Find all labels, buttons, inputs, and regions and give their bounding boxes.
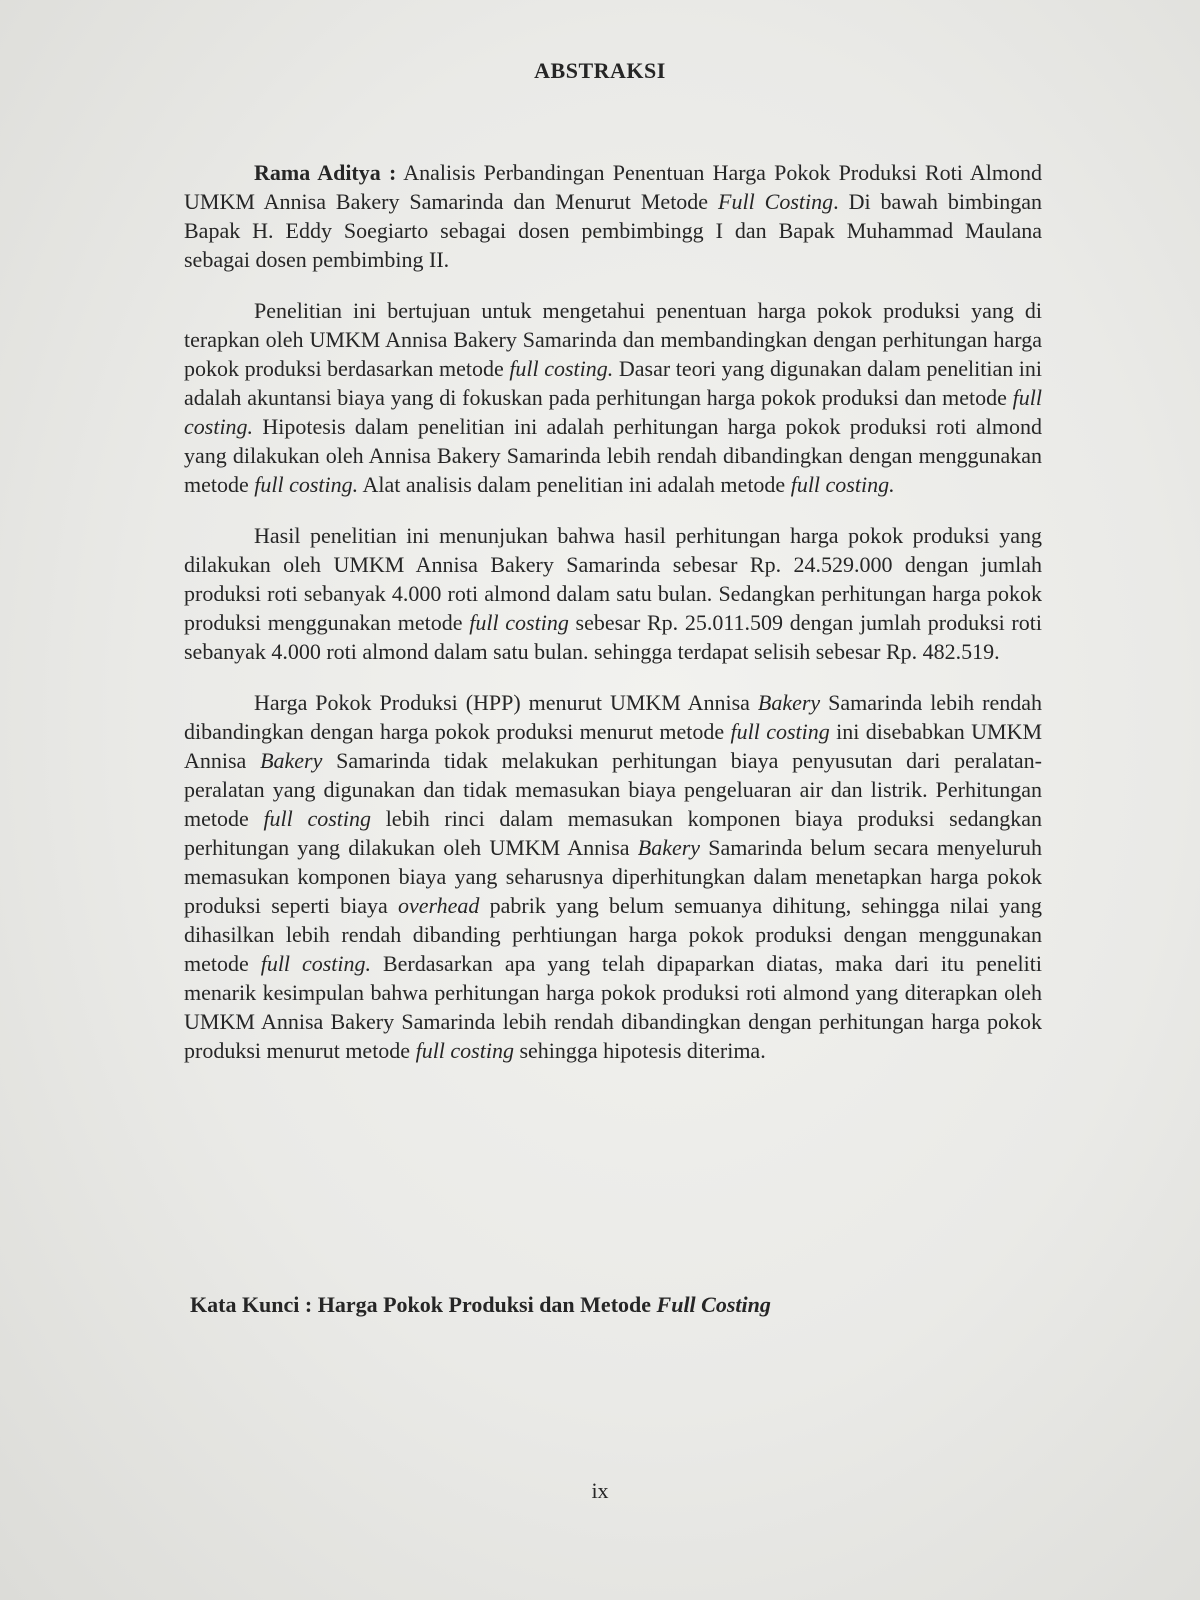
text-span: sebesar Rp. 25.011.509 dengan jumlah produksi roti sebanyak 4.000 roti almond dalam satu bulan. sehingga terdapat selisih sebesar Rp. 482.519. <box>184 610 1042 664</box>
keywords-label: Kata Kunci : Harga Pokok Produksi dan Metode <box>190 1292 657 1317</box>
italic-term: full costing <box>730 719 830 744</box>
keywords-italic-term: Full Costing <box>656 1292 771 1317</box>
abstract-paragraph-3 <box>184 688 1042 1065</box>
italic-term: Full Costing <box>718 189 834 214</box>
italic-term: full costing <box>469 610 569 635</box>
text-span: ini disebabkan UMKM Annisa <box>184 719 1043 773</box>
italic-term: full costing <box>415 1038 514 1063</box>
italic-term: full costing <box>263 806 372 831</box>
text-span: pabrik yang belum semuanya dihitung, sehingga nilai yang dihasilkan lebih rendah dibanding perhtiungan harga pokok produksi dengan menggunakan metode <box>184 893 1042 976</box>
text-span: . Di bawah bimbingan Bapak H. Eddy Soegiarto sebagai dosen pembimbingg I dan Bapak Muhammad Maulana sebagai dosen pembimbing II. <box>184 189 1042 272</box>
italic-term: full costing. <box>184 385 1042 439</box>
author-name: Rama Aditya : <box>254 160 397 185</box>
text-span: Samarinda lebih rendah dibandingkan dengan harga pokok produksi menurut metode <box>184 690 1042 744</box>
text-span: Dasar teori yang digunakan dalam penelitian ini adalah akuntansi biaya yang di fokuskan pada perhitungan harga pokok produksi dan metode <box>184 356 1043 410</box>
text-span: lebih rinci dalam memasukan komponen biaya produksi sedangkan perhitungan yang dilakukan oleh UMKM Annisa <box>184 806 1042 860</box>
text-span: Hipotesis dalam penelitian ini adalah perhitungan harga pokok produksi roti almond yang dilakukan oleh Annisa Bakery Samarinda lebih rendah dibandingkan dengan menggunakan metode <box>184 414 1042 497</box>
text-span: Analisis Perbandingan Penentuan Harga Pokok Produksi Roti Almond UMKM Annisa Bakery Samarinda dan Menurut Metode <box>184 160 1043 214</box>
page-title: ABSTRAKSI <box>534 58 666 83</box>
abstract-body <box>184 158 1042 1087</box>
italic-term: Bakery <box>260 748 323 773</box>
keywords-line <box>190 1292 1090 1318</box>
text-span: Berdasarkan apa yang telah dipaparkan diatas, maka dari itu peneliti menarik kesimpulan bahwa perhitungan harga pokok produksi roti almond yang diterapkan oleh UMKM Annisa Bakery Samarinda lebih rendah dibandingkan dengan perhitungan harga pokok produksi menurut metode <box>184 951 1042 1063</box>
abstract-paragraph-2 <box>184 521 1042 666</box>
italic-term: Bakery <box>637 835 701 860</box>
text-span: sehingga hipotesis diterima. <box>513 1038 766 1063</box>
text-span: Samarinda tidak melakukan perhitungan biaya penyusutan dari peralatan-peralatan yang digunakan dan tidak memasukan biaya pengeluaran air dan listrik. Perhitungan metode <box>184 748 1042 831</box>
abstract-intro-paragraph <box>184 158 1042 274</box>
italic-term: full costing. <box>790 472 895 497</box>
italic-term: Bakery <box>757 690 821 715</box>
text-span: Alat analisis dalam penelitian ini adalah metode <box>358 472 791 497</box>
italic-term: overhead <box>397 893 480 918</box>
italic-term: full costing. <box>509 356 614 381</box>
page-number: ix <box>591 1478 609 1503</box>
italic-term: full costing. <box>254 472 359 497</box>
abstract-paragraph-1 <box>184 296 1042 499</box>
text-span: Penelitian ini bertujuan untuk mengetahui penentuan harga pokok produksi yang di terapkan oleh UMKM Annisa Bakery Samarinda dan membandingkan dengan perhitungan harga pokok produksi berdasarkan metode <box>184 298 1042 381</box>
text-span: Hasil penelitian ini menunjukan bahwa hasil perhitungan harga pokok produksi yang dilakukan oleh UMKM Annisa Bakery Samarinda sebesar Rp. 24.529.000 dengan jumlah produksi roti sebanyak 4.000 roti almond dalam satu bulan. Sedangkan perhitungan harga pokok produksi menggunakan metode <box>184 523 1042 635</box>
text-span: Harga Pokok Produksi (HPP) menurut UMKM Annisa <box>254 690 758 715</box>
italic-term: full costing. <box>260 951 372 976</box>
text-span: Samarinda belum secara menyeluruh memasukan komponen biaya yang seharusnya diperhitungkan dalam menetapkan harga pokok produksi seperti biaya <box>184 835 1042 918</box>
